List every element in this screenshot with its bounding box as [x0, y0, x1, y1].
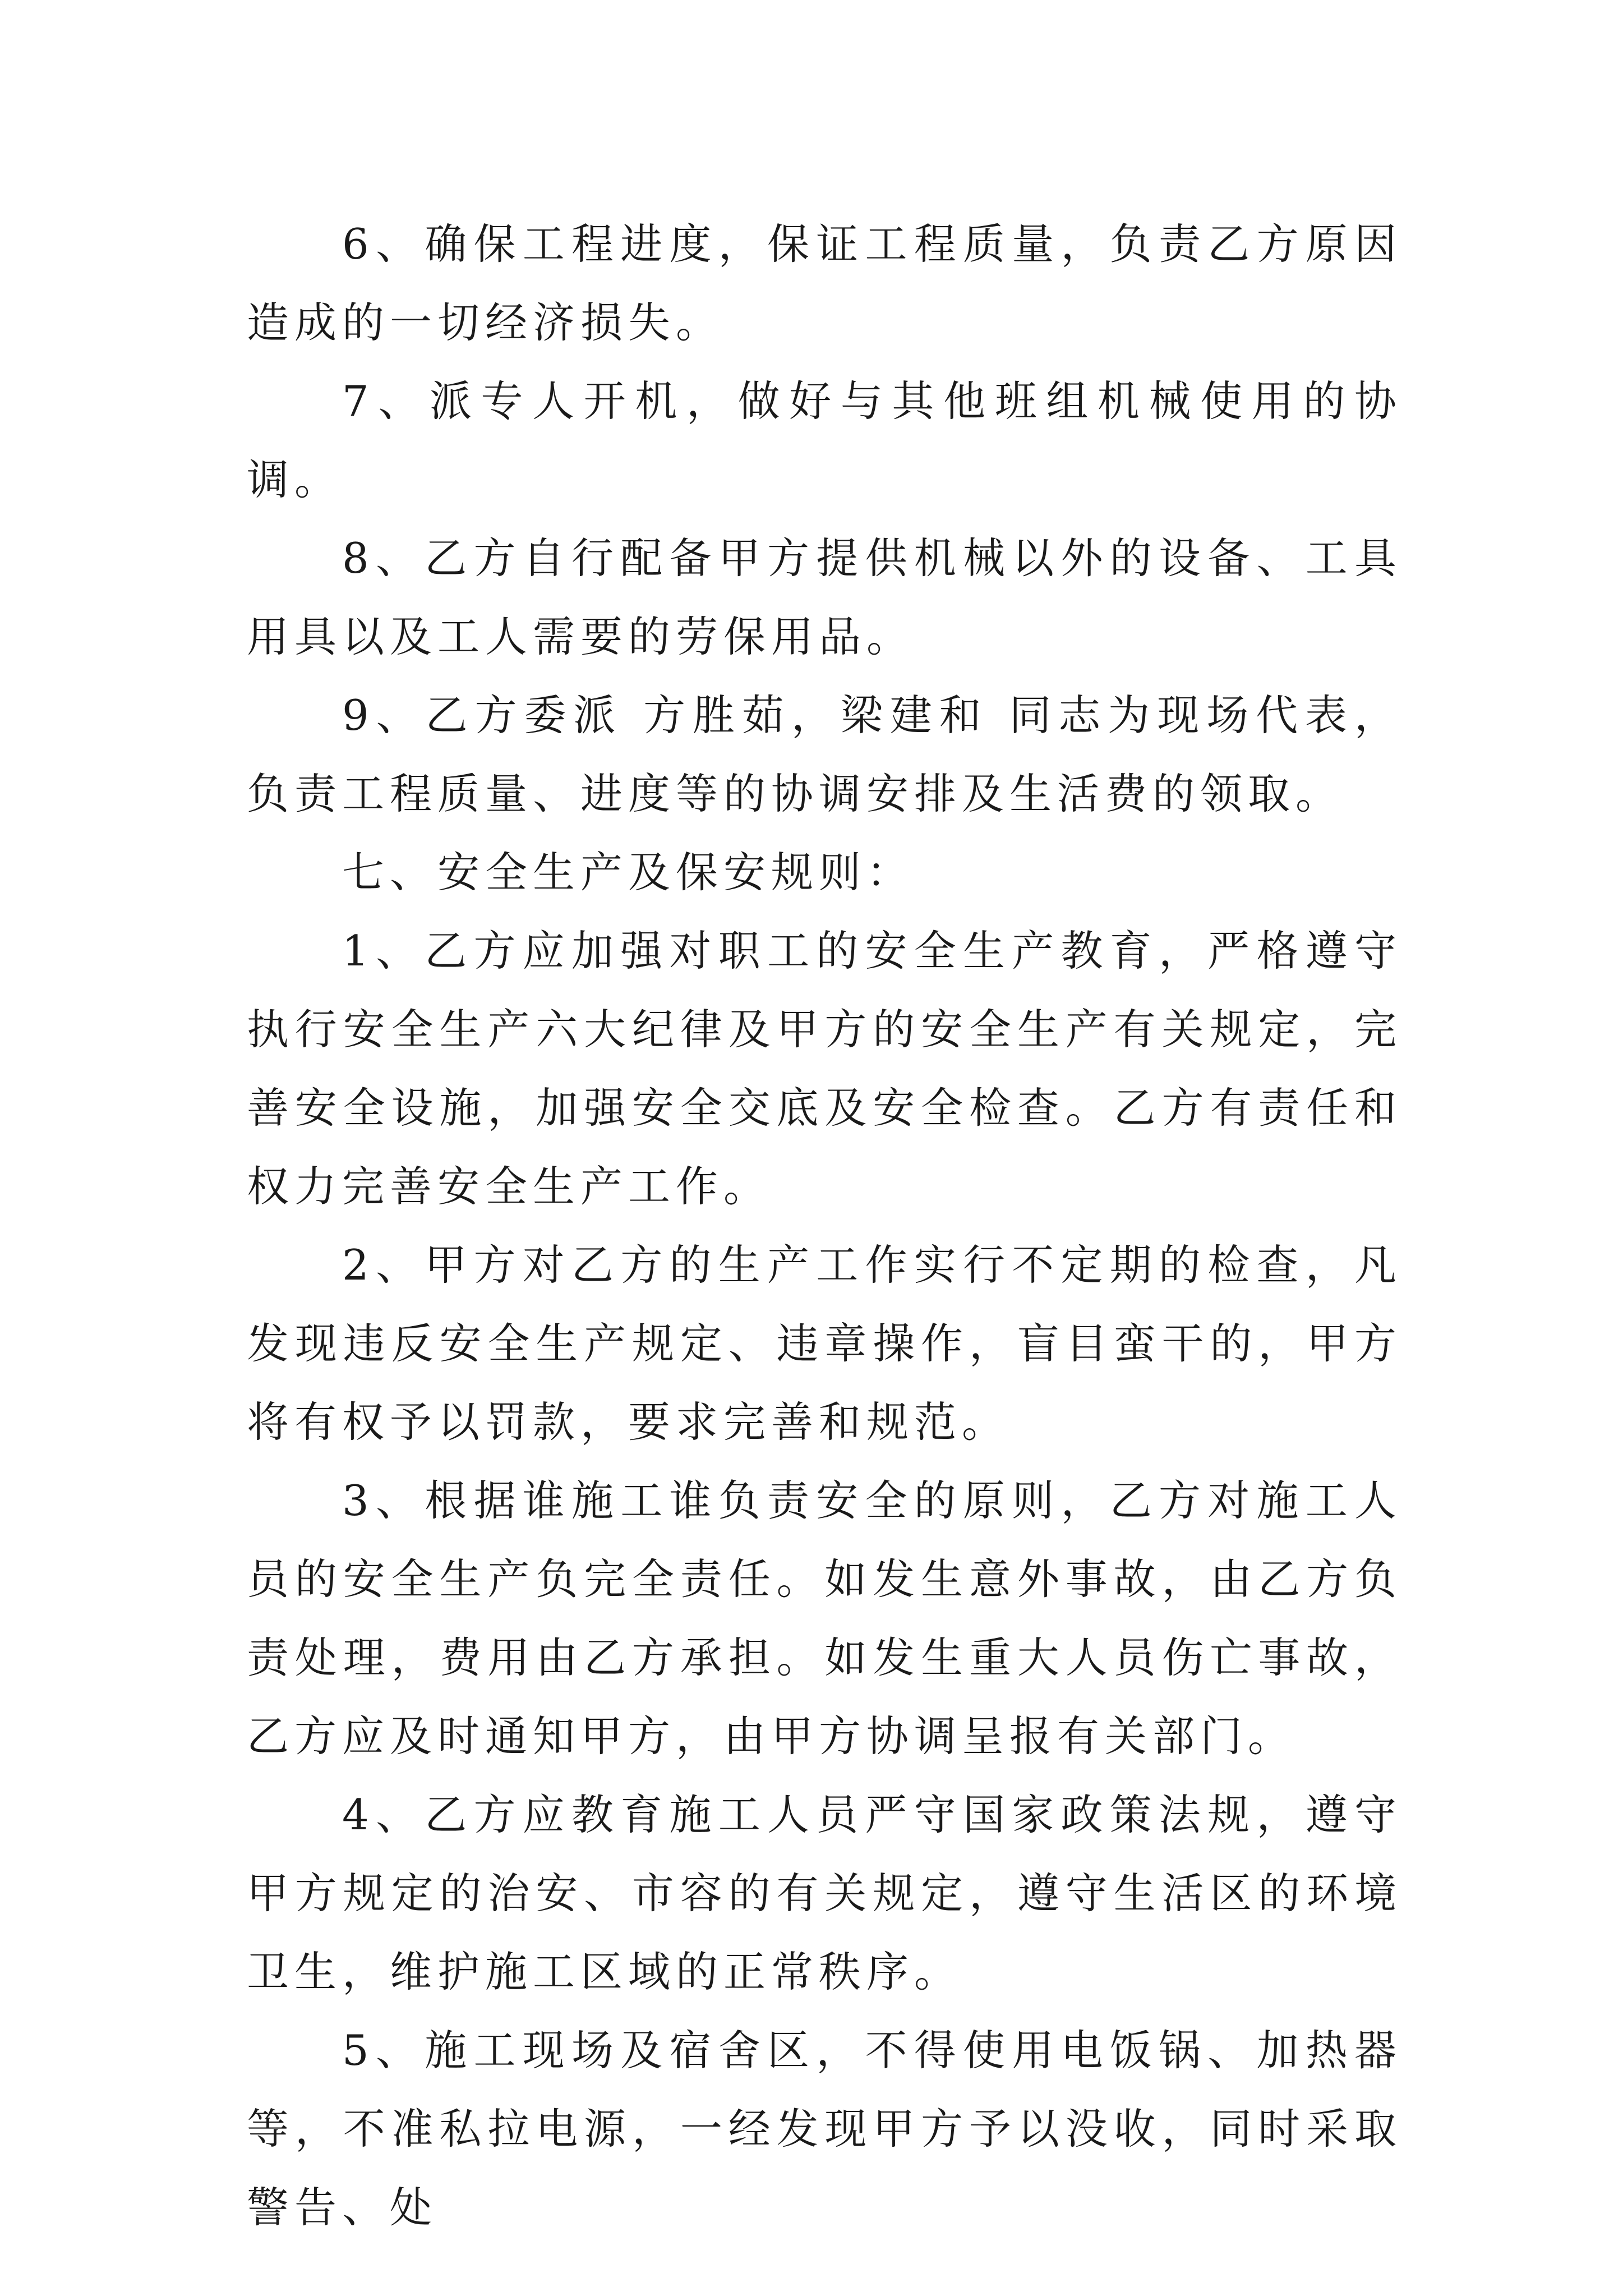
- safety-clause-1-paragraph: 1、乙方应加强对职工的安全生产教育，严格遵守执行安全生产六大纪律及甲方的安全生产有关规定，完善安全设施，加强安全交底及安全检查。乙方有责任和权力完善安全生产工作。: [247, 926, 1402, 1211]
- safety-clause-3-paragraph: 3、根据谁施工谁负责安全的原则，乙方对施工人员的安全生产负完全责任。如发生意外事故，由乙方负责处理，费用由乙方承担。如发生重大人员伤亡事故，乙方应及时通知甲方，由甲方协调呈报有关部门。: [247, 1476, 1402, 1761]
- clause-8-paragraph: 8、乙方自行配备甲方提供机械以外的设备、工具用具以及工人需要的劳保用品。: [247, 533, 1402, 661]
- safety-clause-2-paragraph: 2、甲方对乙方的生产工作实行不定期的检查，凡发现违反安全生产规定、违章操作，盲目蛮干的，甲方将有权予以罚款，要求完善和规范。: [247, 1240, 1402, 1447]
- safety-clause-4-paragraph: 4、乙方应教育施工人员严守国家政策法规，遵守甲方规定的治安、市容的有关规定，遵守生活区的环境卫生，维护施工区域的正常秩序。: [247, 1790, 1402, 1996]
- clause-7-paragraph: 7、派专人开机，做好与其他班组机械使用的协调。: [247, 376, 1402, 504]
- safety-clause-5-paragraph: 5、施工现场及宿舍区，不得使用电饭锅、加热器等，不准私拉电源，一经发现甲方予以没收，同时采取警告、处: [247, 2026, 1402, 2232]
- section-7-heading: 七、安全生产及保安规则：: [342, 848, 915, 897]
- clause-6-paragraph: 6、确保工程进度，保证工程质量，负责乙方原因造成的一切经济损失。: [247, 219, 1402, 347]
- document-body: [247, 205, 1402, 2247]
- clause-9-paragraph: 9、乙方委派 方胜茹，梁建和 同志为现场代表，负责工程质量、进度等的协调安排及生活费的领取。: [247, 691, 1402, 818]
